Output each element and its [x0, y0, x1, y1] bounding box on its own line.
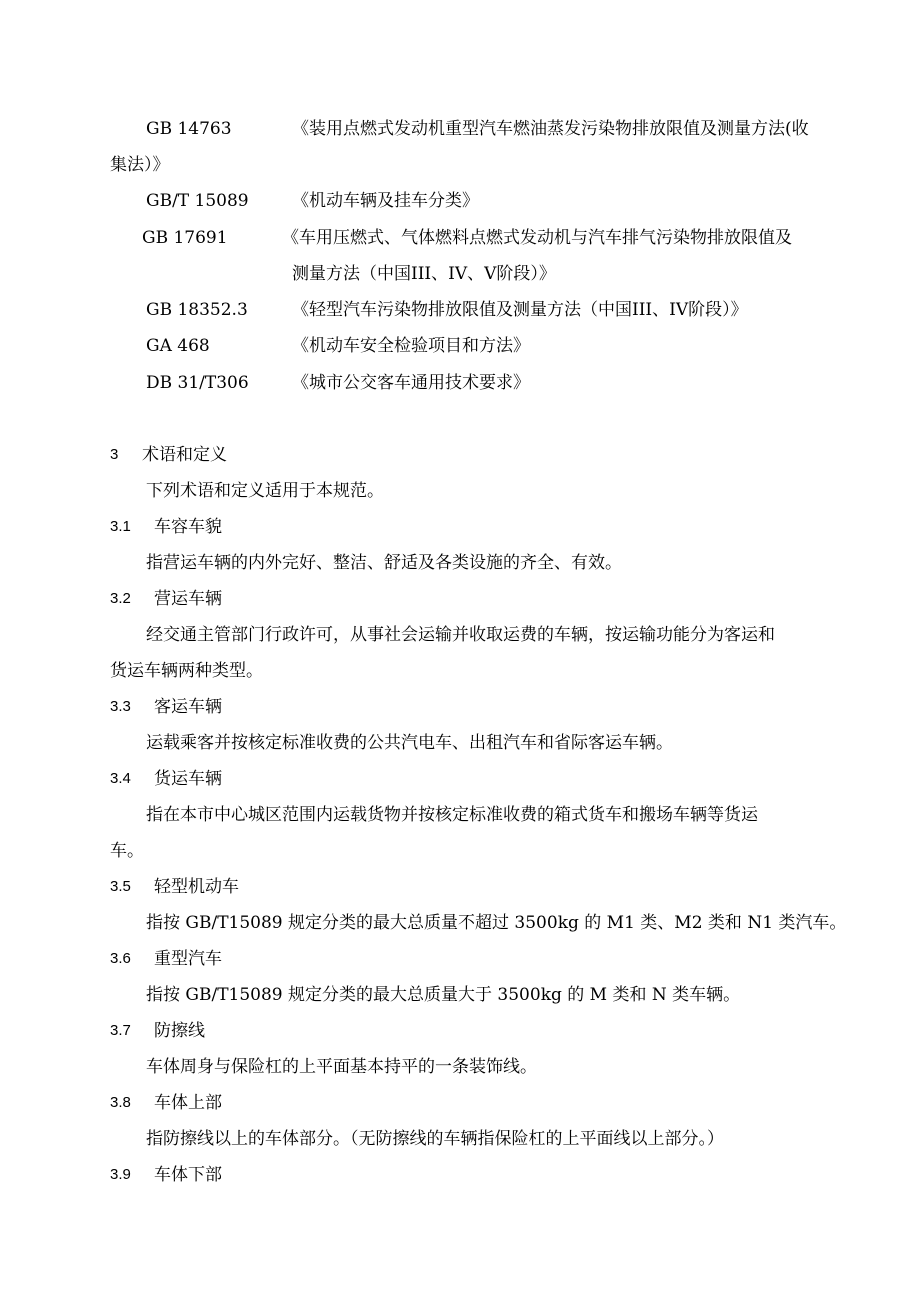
ref-title: 《机动车安全检验项目和方法》 [292, 336, 530, 356]
ref-code: GB 18352.3 [146, 300, 248, 320]
ref-code: GB 14763 [146, 119, 232, 139]
term-definition-continued: 货运车辆两种类型。 [110, 661, 263, 681]
term-heading: 轻型机动车 [154, 877, 239, 897]
term-definition: 指按 GB/T15089 规定分类的最大总质量不超过 3500kg 的 M1 类、M2 类和 N1 类汽车。 [146, 913, 847, 933]
term-heading: 营运车辆 [154, 589, 222, 609]
term-heading: 防擦线 [154, 1021, 205, 1041]
section-intro: 下列术语和定义适用于本规范。 [146, 481, 384, 501]
term-heading: 车体上部 [154, 1093, 222, 1113]
term-definition: 经交通主管部门行政许可，从事社会运输并收取运费的车辆，按运输功能分为客运和 [146, 625, 775, 645]
term-number: 3.9 [110, 1166, 131, 1183]
ref-code: GB 17691 [142, 228, 228, 248]
term-heading: 重型汽车 [154, 949, 222, 969]
term-number: 3.6 [110, 950, 131, 967]
term-number: 3.4 [110, 770, 131, 787]
term-number: 3.3 [110, 698, 131, 715]
term-definition: 指按 GB/T15089 规定分类的最大总质量大于 3500kg 的 M 类和 N 类车辆。 [146, 985, 741, 1005]
term-number: 3.7 [110, 1022, 131, 1039]
term-number: 3.8 [110, 1094, 131, 1111]
term-heading: 客运车辆 [154, 697, 222, 717]
term-heading: 车体下部 [154, 1165, 222, 1185]
term-number: 3.5 [110, 878, 131, 895]
term-definition-continued: 车。 [110, 841, 144, 861]
ref-title: 《轻型汽车污染物排放限值及测量方法（中国III、IV阶段）》 [292, 300, 748, 320]
ref-title: 《机动车辆及挂车分类》 [292, 191, 479, 211]
ref-title: 《车用压燃式、气体燃料点燃式发动机与汽车排气污染物排放限值及 [282, 228, 792, 248]
ref-title: 《城市公交客车通用技术要求》 [292, 373, 530, 393]
ref-code: GB/T 15089 [146, 191, 249, 211]
term-heading: 车容车貌 [154, 517, 222, 537]
ref-title-continued: 测量方法（中国III、IV、V阶段）》 [292, 264, 556, 284]
section-heading: 术语和定义 [142, 445, 227, 465]
ref-code: GA 468 [146, 336, 210, 356]
term-definition: 车体周身与保险杠的上平面基本持平的一条装饰线。 [146, 1057, 537, 1077]
ref-title-continued: 集法）》 [110, 155, 170, 175]
ref-code: DB 31/T306 [146, 373, 249, 393]
term-definition: 运载乘客并按核定标准收费的公共汽电车、出租汽车和省际客运车辆。 [146, 733, 673, 753]
section-number: 3 [110, 446, 119, 463]
term-definition: 指营运车辆的内外完好、整洁、舒适及各类设施的齐全、有效。 [146, 553, 622, 573]
term-number: 3.2 [110, 590, 131, 607]
term-number: 3.1 [110, 518, 131, 535]
term-definition: 指在本市中心城区范围内运载货物并按核定标准收费的箱式货车和搬场车辆等货运 [146, 805, 758, 825]
term-definition: 指防擦线以上的车体部分。（无防擦线的车辆指保险杠的上平面线以上部分。） [146, 1129, 724, 1149]
term-heading: 货运车辆 [154, 769, 222, 789]
ref-title: 《装用点燃式发动机重型汽车燃油蒸发污染物排放限值及测量方法(收 [292, 119, 809, 139]
